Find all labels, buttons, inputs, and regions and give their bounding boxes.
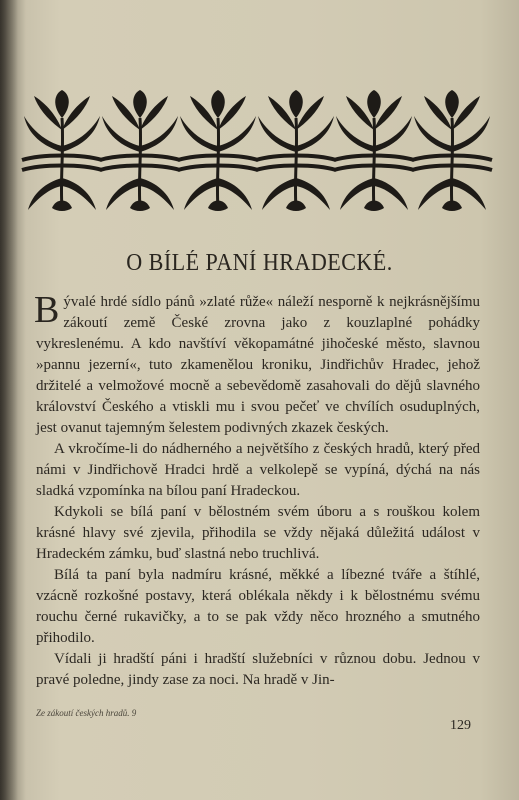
floral-ornament-header (20, 86, 496, 216)
paragraph-4: Bílá ta paní byla nadmíru krásné, měkké a líbezné tváře a štíhlé, vzácně rozkošné postavy, která oblékala někdy i k bělostnému svému rouchu černé rukavičky, a to se pak vždy něco hrozného a smutného přihodilo. (36, 567, 480, 646)
paragraph-1-text: ývalé hrdé sídlo pánů »zlaté růže« náleží nesporně k nejkrásnějšímu zákoutí země České zrovna jako z kouzlaplné pohádky vykreslenému. A kdo navštíví věkopamátné jihočeské město, slavnou »pannu jezerní«, tuto zkamenělou kroniku, Jindřichův Hradec, jehož držitelé a velmožové mocně a sebevědomě zasahovali do dějů slavného království Českého a vtiskli mu i svou pečeť ve chvílích osuduplných, jest ovanut tajemným šelestem podivných zkazek českých. (36, 294, 480, 436)
spine-shadow (0, 0, 18, 800)
drop-cap: B (34, 289, 60, 331)
paragraph-2: A vkročíme-li do nádherného a největšího z českých hradů, který před námi v Jindřichově Hradci hrdě a velkolepě se vypíná, dýchá na nás sladká vzpomínka na bílou paní Hradeckou. (36, 441, 480, 499)
body-text (34, 289, 480, 691)
footer-signature: Ze zákoutí českých hradů. 9 (36, 708, 137, 718)
paragraph-1 (34, 289, 480, 439)
chapter-title: O BÍLÉ PANÍ HRADECKÉ. (126, 250, 393, 276)
paragraph-5: Vídali ji hradští páni i hradští služebníci v různou dobu. Jednou v pravé poledne, jindy zase za noci. Na hradě v Jin- (36, 651, 480, 688)
paragraph-3: Kdykoli se bílá paní v bělostném svém úboru a s rouškou kolem krásné hlavy své zjevila, přihodila se vždy nějaká důležitá událost v Hradeckém zámku, buď slastná nebo truchlivá. (36, 504, 480, 562)
page-number: 129 (450, 718, 471, 733)
